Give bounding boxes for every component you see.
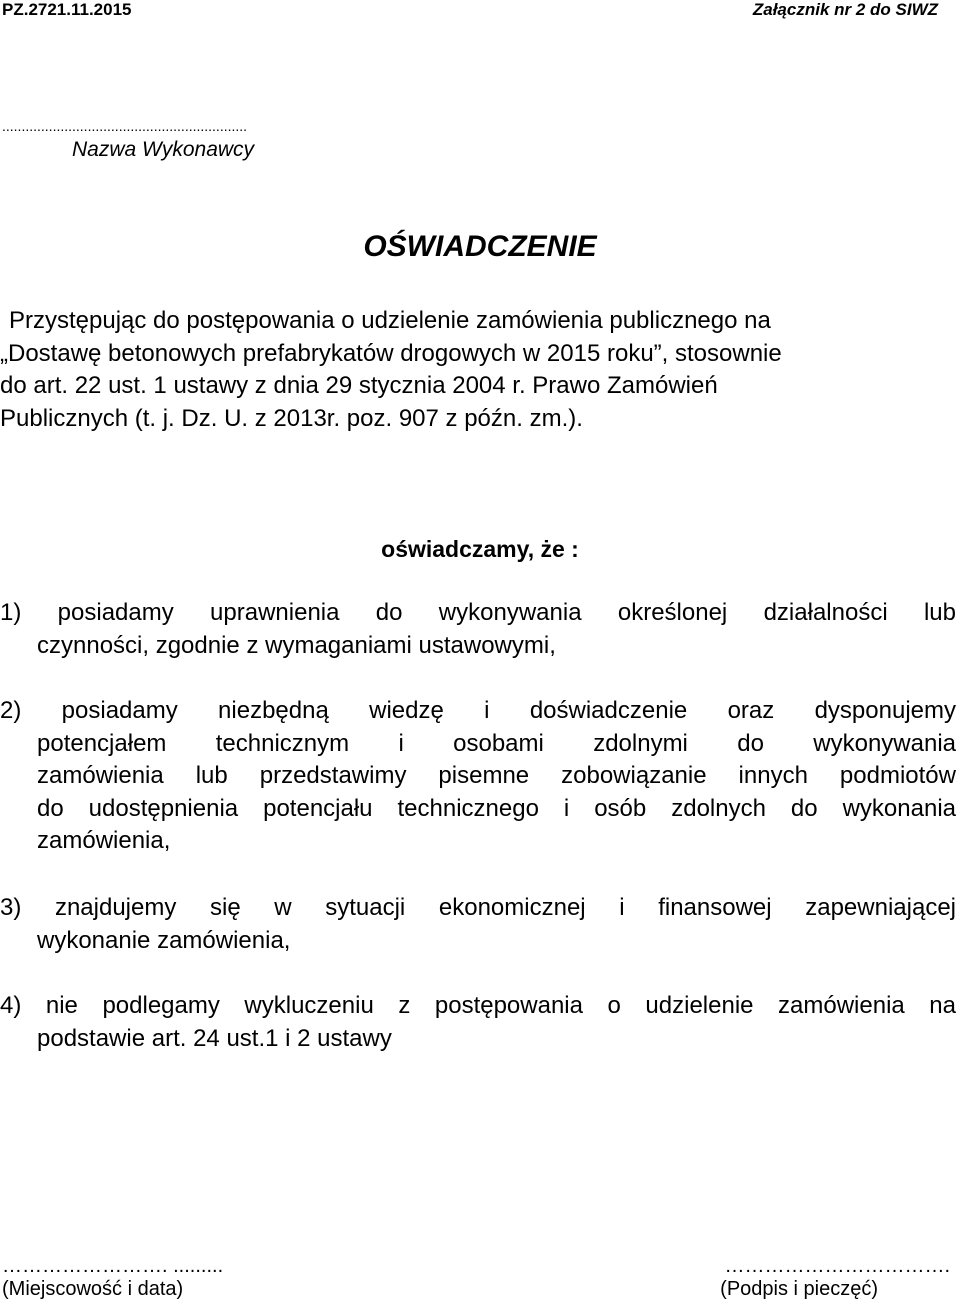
item-line: 3) znajdujemy się w sytuacji ekonomicznej i finansowej zapewniającej [0,894,956,921]
document-title: OŚWIADCZENIE [363,230,597,263]
place-date-line: ……………………. ......... [2,1255,224,1277]
declaration-item-3 [0,892,956,957]
item-line: zamówienia, [37,827,171,854]
item-line: podstawie art. 24 ust.1 i 2 ustawy [37,1024,392,1052]
signature-label: (Podpis i pieczęć) [720,1278,878,1300]
declaration-heading: oświadczamy, że : [381,536,579,562]
reference-number: PZ.2721.11.2015 [2,0,132,19]
item-line: wykonanie zamówienia, [37,926,291,954]
intro-line: do art. 22 ust. 1 ustawy z dnia 29 stycznia 2004 r. Prawo Zamówień [0,372,718,399]
item-line: 2) posiadamy niezbędną wiedzę i doświadczenie oraz dysponujemy [0,697,956,724]
item-line: potencjałem technicznym i osobami zdolnymi do wykonywania [37,729,956,757]
item-line: 4) nie podlegamy wykluczeniu z postępowania o udzielenie zamówienia na [0,992,956,1019]
item-line: do udostępnienia potencjału technicznego i osób zdolnych do wykonania [37,794,956,822]
intro-paragraph [0,305,940,435]
intro-line: Przystępując do postępowania o udzielenie zamówienia publicznego na [9,307,771,334]
attachment-label: Załącznik nr 2 do SIWZ [752,0,938,19]
item-line: 1) posiadamy uprawnienia do wykonywania określonej działalności lub [0,599,956,626]
intro-line: Publicznych (t. j. Dz. U. z 2013r. poz. 907 z późn. zm.). [0,404,583,432]
signature-line: ……………………………. [724,1255,950,1277]
declaration-item-2 [0,695,956,858]
company-name-label: Nazwa Wykonawcy [72,138,255,161]
declaration-item-1 [0,597,956,662]
item-line: zamówienia lub przedstawimy pisemne zobowiązanie innych podmiotów [37,762,956,789]
company-name-line: ............................................................... [2,118,248,134]
intro-line: „Dostawę betonowych prefabrykatów drogowych w 2015 roku”, stosownie [0,339,782,367]
declaration-item-4 [0,990,956,1055]
place-date-label: (Miejscowość i data) [2,1278,184,1300]
item-line: czynności, zgodnie z wymaganiami ustawowymi, [37,631,556,659]
